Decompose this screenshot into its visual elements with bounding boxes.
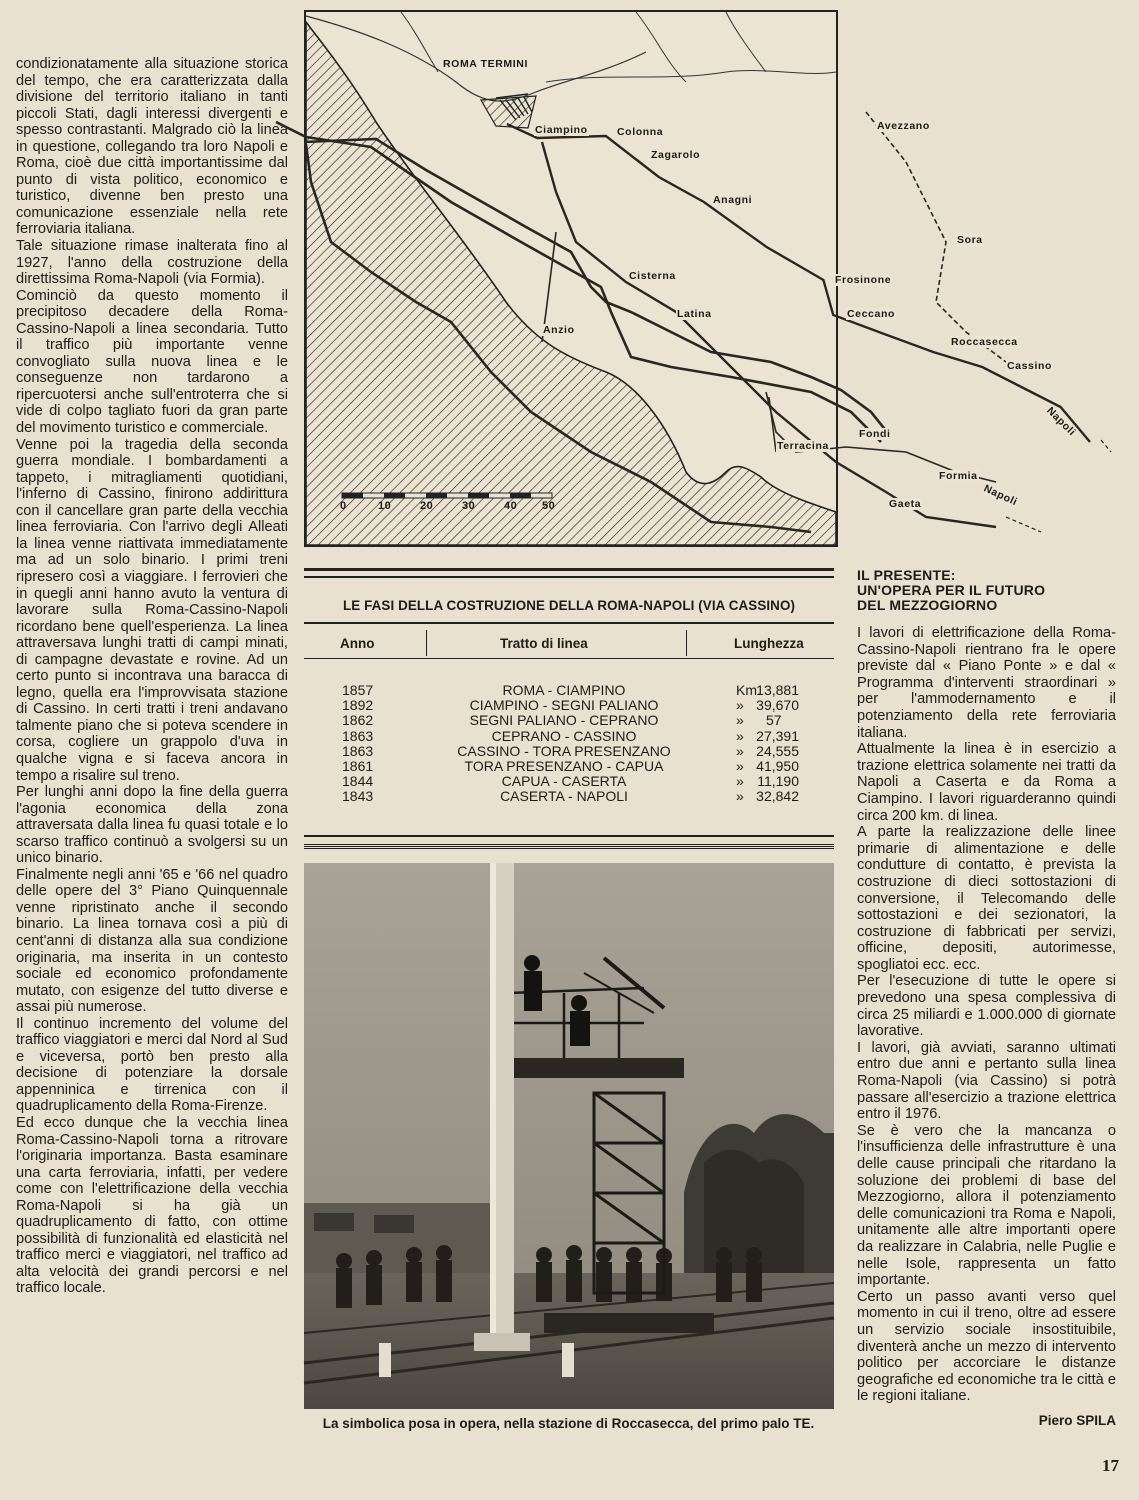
table-rule <box>304 658 834 659</box>
map-label-ciampino: Ciampino <box>535 124 588 136</box>
railway-map <box>304 10 1078 547</box>
cell-length: 57 <box>766 712 782 729</box>
table-row <box>304 759 834 774</box>
cell-length: 39,670 <box>756 697 799 714</box>
table-rule <box>304 622 834 624</box>
column-header-section: Tratto di linea <box>500 636 588 651</box>
cell-length: 24,555 <box>756 742 799 759</box>
paragraph: Il continuo incremento del volume del traffico viaggiatori e merci dal Nord al Sud e viceversa, portò ben presto alla decisione di potenziare la dorsale appenninica e tirrenica con il quadruplicamento della Roma-Firenze. <box>16 1015 288 1115</box>
roccasecca-photo <box>304 863 834 1409</box>
scale-label: 20 <box>420 500 434 512</box>
construction-phases-table <box>304 568 834 854</box>
scale-label: 50 <box>542 500 556 512</box>
map-label-colonna: Colonna <box>617 126 664 138</box>
cell-year: 1857 <box>342 682 374 698</box>
map-label-sora: Sora <box>957 234 983 246</box>
photo-illustration <box>304 863 834 1409</box>
table-row <box>304 774 834 789</box>
map-label-napoli-south: Napoli <box>981 482 1020 509</box>
table-row <box>304 698 834 713</box>
heading-line: IL PRESENTE: <box>857 567 956 583</box>
cell-unit: Km. <box>736 682 761 698</box>
heading-line: DEL MEZZOGIORNO <box>857 597 998 613</box>
cell-unit: » <box>736 788 744 805</box>
cell-unit: » <box>736 757 744 774</box>
cell-section: ROMA - CIAMPINO <box>502 682 626 698</box>
map-label-roma-termini: ROMA TERMINI <box>443 58 528 70</box>
cell-unit: » <box>736 697 744 714</box>
table-rule <box>304 843 834 849</box>
cell-length: 27,391 <box>756 727 799 744</box>
table-rule <box>304 568 834 571</box>
paragraph: Certo un passo avanti verso quel momento in cui il treno, oltre ad essere un servizio sociale insostituibile, diventerà anche un mezzo di intervento politico per accorciare le distanze geografiche ed economiche tra le città e le regioni italiane. <box>857 1288 1116 1405</box>
author-byline: Piero SPILA <box>1038 1412 1116 1428</box>
paragraph: Per l'esecuzione di tutte le opere si prevedono una spesa complessiva di circa 25 miliardi e 1.000.000 di giornate lavorative. <box>857 973 1116 1040</box>
cell-length: 13,881 <box>756 682 799 698</box>
section-heading <box>857 568 1116 613</box>
map-label-formia: Formia <box>939 470 978 482</box>
map-label-napoli-north: Napoli <box>1044 404 1078 439</box>
map-label-anagni: Anagni <box>713 194 753 206</box>
paragraph: Cominciò da questo momento il precipitoso decadere della Roma-Cassino-Napoli a linea secondaria. Tutto il traffico più importante venne convogliato sulla nuova linea e le conseguenze non tardarono a ripercuotersi anche sull'entroterra che si vide di colpo tagliato fuori da gran parte del movimento turistico e commerciale. <box>16 287 288 437</box>
cell-year: 1843 <box>342 788 374 805</box>
scale-label: 0 <box>340 500 347 512</box>
table-row <box>304 713 834 728</box>
paragraph: Ed ecco dunque che la vecchia linea Roma-Cassino-Napoli torna a ritrovare l'originaria importanza. Basta esaminare una carta ferroviaria, infatti, per vedere come con l'elettrificazione della vecchia Roma-Napoli si ha già un quadruplicamento di fatto, con ottime possibilità di funzionalità ed elasticità nel traffico merci e viaggiatori, nel traffico ad alta velocità dei grandi percorsi e nel traffico locale. <box>16 1115 288 1297</box>
table-body <box>304 683 834 805</box>
right-article-column <box>857 568 1116 1430</box>
cell-section: CIAMPINO - SEGNI PALIANO <box>469 697 659 714</box>
paragraph: Per lunghi anni dopo la fine della guerra l'agonia economica della zona attraversata dalla linea fu quasi totale e lo scarso traffico continuò a svolgersi su un unico binario. <box>16 784 288 867</box>
paragraph: Attualmente la linea è in esercizio a trazione elettrica solamente nei tratti da Napoli a Caserta e da Roma a Ciampino. I lavori riguarderanno quindi circa 200 km. di linea. <box>857 741 1116 824</box>
paragraph: I lavori, già avviati, saranno ultimati entro due anni e pertanto sulla linea Roma-Napoli (via Cassino) si potrà passare all'esercizio a trazione elettrica entro il 1976. <box>857 1039 1116 1123</box>
cell-year: 1863 <box>342 727 374 744</box>
table-rule <box>304 835 834 837</box>
cell-unit: » <box>736 742 744 759</box>
table-row <box>304 683 834 698</box>
cell-year: 1844 <box>342 773 374 790</box>
map-label-frosinone: Frosinone <box>835 274 892 286</box>
table-title: LE FASI DELLA COSTRUZIONE DELLA ROMA-NAPOLI (VIA CASSINO) <box>342 598 796 613</box>
paragraph: Finalmente negli anni '65 e '66 nel quadro delle opere del 3° Piano Quinquennale venne ripristinato anche il secondo binario. La linea tornava così a più di cent'anni di distanza alla sua condizione originaria, ma inserita in un contesto sociale ed economico profondamente mutato, con esigenze del tutto diverse e assai più numerose. <box>16 866 288 1016</box>
cell-unit: » <box>736 727 744 744</box>
map-label-avezzano: Avezzano <box>877 120 930 132</box>
photo-caption: La simbolica posa in opera, nella stazione di Roccasecca, del primo palo TE. <box>322 1416 815 1431</box>
map-drawing <box>306 12 836 545</box>
map-label-anzio: Anzio <box>543 324 575 336</box>
cell-section: SEGNI PALIANO - CEPRANO <box>469 712 659 729</box>
map-label-terracina: Terracina <box>777 440 829 452</box>
paragraph: I lavori di elettrificazione della Roma-Cassino-Napoli rientrano fra le opere previste dal « Piano Ponte » e dal « Programma d'interventi straordinari » per l'ammodernamento e il potenziamento della rete ferroviaria italiana. <box>857 625 1116 741</box>
map-label-gaeta: Gaeta <box>889 498 922 510</box>
map-label-cisterna: Cisterna <box>629 270 676 282</box>
map-label-ceccano: Ceccano <box>847 308 895 320</box>
cell-year: 1861 <box>342 757 374 774</box>
cell-section: CASSINO - TORA PRESENZANO <box>457 742 671 759</box>
column-header-year: Anno <box>340 636 375 651</box>
scale-label: 40 <box>504 500 518 512</box>
cell-year: 1892 <box>342 697 374 714</box>
paragraph: Venne poi la tragedia della seconda guerra mondiale. I bombardamenti a tappeto, i mitragliamenti quotidiani, l'inferno di Cassino, finirono addirittura con il cancellare gran parte della vecchia linea ferroviaria. Con l'arrivo degli Alleati la linea venne riattivata immediatamente ma ad un solo binario. I primi treni ripresero così a viaggiare. I ferrovieri che in quegli anni hanno avuto la ventura di lavorare sulla Roma-Cassino-Napoli ricordano bene quell'esperienza. La linea attraversava lunghi tratti di campi minati, di campagne devastate e rovine. Ad un certo punto si incontrava una baracca di legno, quella era l'improvvisata stazione di Cassino. In certi tratti i treni andavano talmente piano che si poteva scendere in corsa, cogliere un grappolo d'uva in qualche vigna e si faceva ancora in tempo a risalire sul treno. <box>16 436 288 784</box>
cell-length: 11,190 <box>757 773 799 790</box>
roma-area <box>481 96 536 128</box>
cell-section: CASERTA - NAPOLI <box>500 788 628 805</box>
column-divider <box>426 630 427 656</box>
column-header-length: Lunghezza <box>734 636 804 651</box>
map-label-latina: Latina <box>677 308 712 320</box>
cell-year: 1863 <box>342 742 374 759</box>
table-row <box>304 789 834 804</box>
heading-line: UN'OPERA PER IL FUTURO <box>857 582 1046 598</box>
cell-section: TORA PRESENZANO - CAPUA <box>464 757 664 774</box>
scale-label: 30 <box>462 500 476 512</box>
cell-unit: » <box>736 773 744 790</box>
scale-label: 10 <box>378 500 392 512</box>
page-number: 17 <box>1102 1456 1119 1475</box>
paragraph: condizionatamente alla situazione storica del tempo, che era caratterizzata dalla divisione del territorio italiano in tanti piccoli Stati, dagli interessi divergenti e spesso contrastanti. Malgrado ciò la linea in questione, collegando tra loro Napoli e Roma, cioè due città importantissime dal punto di vista politico, economico e turistico, divenne ben presto una comunicazione essenziale nella rete ferroviaria italiana. <box>16 56 288 238</box>
cell-year: 1862 <box>342 712 374 729</box>
paragraph: A parte la realizzazione delle linee primarie di alimentazione e delle condutture di contatto, è prevista la costruzione di dieci sottostazioni di conversione, il Telecomando delle sottostazioni e dei sezionatori, la costruzione di fabbricati per servizi, officine, depositi, autorimesse, spogliatoi ecc. ecc. <box>857 824 1116 973</box>
map-label-fondi: Fondi <box>859 428 891 440</box>
cell-length: 41,950 <box>756 757 799 774</box>
paragraph: Tale situazione rimase inalterata fino al 1927, l'anno della costruzione della direttissima Roma-Napoli (via Formia). <box>16 238 288 288</box>
paragraph: Se è vero che la mancanza o l'insufficienza delle infrastrutture è una delle cause principali che ritardano la soluzione dei problemi di base del Mezzogiorno, allora il potenziamento delle comunicazioni tra Roma e Napoli, unitamente alle altre importanti opere da realizzare in Calabria, nelle Puglie e nelle Isole, rappresenta un fatto importante. <box>857 1122 1116 1289</box>
map-label-zagarolo: Zagarolo <box>651 149 701 161</box>
cell-unit: » <box>736 712 744 729</box>
left-article-column <box>16 56 288 1297</box>
map-label-cassino: Cassino <box>1007 360 1053 372</box>
map-label-roccasecca: Roccasecca <box>951 336 1018 348</box>
sea-area <box>306 22 836 545</box>
column-divider <box>686 630 687 656</box>
cell-section: CAPUA - CASERTA <box>501 773 627 790</box>
table-row <box>304 729 834 744</box>
cell-section: CEPRANO - CASSINO <box>491 727 637 744</box>
cell-length: 32,842 <box>756 788 799 805</box>
table-rule <box>304 576 834 578</box>
table-row <box>304 744 834 759</box>
